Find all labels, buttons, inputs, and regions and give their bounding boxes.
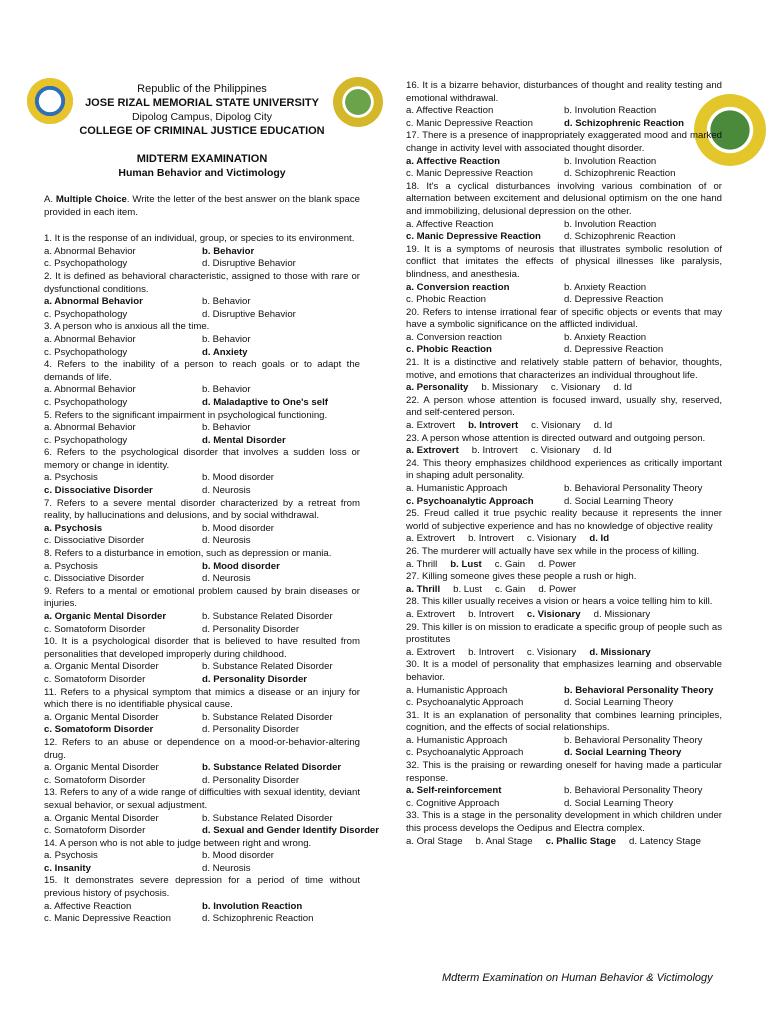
answer-options-row bbox=[44, 258, 360, 271]
answer-option: b. Substance Related Disorder bbox=[202, 661, 333, 673]
answer-options-row bbox=[406, 584, 722, 597]
college-name: COLLEGE OF CRIMINAL JUSTICE EDUCATION bbox=[79, 125, 325, 137]
question-text: 18. It's a cyclical disturbances involving various combination of or alternation between excitement and delusional optimism on the one hand and immobilizing, delusional depression on the other. bbox=[406, 180, 722, 217]
question-text: 5. Refers to the significant impairment in psychological functioning. bbox=[44, 409, 328, 421]
republic-line: Republic of the Philippines bbox=[137, 83, 267, 95]
question-list-left bbox=[44, 233, 379, 926]
answer-options-row bbox=[44, 661, 360, 674]
correct-answer-option: a. Thrill bbox=[406, 583, 441, 595]
correct-answer-option: d. Anxiety bbox=[202, 346, 248, 358]
answer-options-row bbox=[406, 697, 722, 710]
answer-option: c. Visionary bbox=[526, 533, 577, 545]
answer-option: a. Conversion reaction bbox=[406, 331, 502, 343]
answer-options-row bbox=[406, 282, 722, 295]
answer-option: c. Psychoanalytic Approach bbox=[406, 697, 524, 709]
correct-answer-option: a. Conversion reaction bbox=[406, 281, 510, 293]
question-text: 4. Refers to the inability of a person to reach goals or to adapt the demands of life. bbox=[44, 359, 360, 383]
question-text: 12. Refers to an abuse or dependence on a mood-or-behavior-altering drug. bbox=[44, 736, 360, 761]
answer-options-row bbox=[44, 309, 360, 322]
answer-option: a. Humanistic Approach bbox=[406, 734, 508, 746]
answer-option: d. Missionary bbox=[593, 608, 651, 620]
question-text: 21. It is a distinctive and relatively stable pattern of behavior, thoughts, motive, and emotions that characterizes an individual throughout life. bbox=[406, 357, 722, 381]
question-text: 3. A person who is anxious all the time. bbox=[44, 321, 210, 333]
question-text: 20. Refers to intense irrational fear of specific objects or events that may have a symbolic significance on the afflicted individual. bbox=[406, 306, 722, 331]
answer-options-row bbox=[44, 535, 360, 548]
answer-option: a. Extrovert bbox=[406, 646, 456, 658]
answer-options-row bbox=[44, 775, 360, 788]
answer-option: a. Humanistic Approach bbox=[406, 684, 508, 696]
answer-option: a. Psychosis bbox=[44, 850, 98, 862]
answer-option: d. Power bbox=[538, 558, 577, 570]
answer-option: b. Behavior bbox=[202, 384, 251, 396]
answer-option: d. Personality Disorder bbox=[202, 724, 300, 736]
answer-option: a. Affective Reaction bbox=[406, 218, 494, 230]
answer-options-row bbox=[44, 397, 360, 410]
question-text: 9. Refers to a mental or emotional problem caused by brain diseases or injuries. bbox=[44, 585, 360, 610]
answer-option: d. Social Learning Theory bbox=[564, 495, 674, 507]
answer-option: d. Personality Disorder bbox=[202, 774, 300, 786]
left-column bbox=[44, 0, 379, 926]
answer-options-row bbox=[44, 435, 360, 448]
answer-option: b. Anxiety Reaction bbox=[564, 331, 647, 343]
answer-option: c. Somatoform Disorder bbox=[44, 673, 146, 685]
answer-option: a. Abnormal Behavior bbox=[44, 384, 136, 396]
answer-options-row bbox=[406, 168, 722, 181]
question-text: 27. Killing someone gives these people a rush or high. bbox=[406, 571, 637, 583]
answer-options-row bbox=[406, 156, 722, 169]
answer-option: d. Social Learning Theory bbox=[564, 697, 674, 709]
correct-answer-option: b. Involution Reaction bbox=[202, 900, 303, 912]
answer-option: b. Behavioral Personality Theory bbox=[564, 483, 703, 494]
answer-options-row bbox=[44, 901, 360, 914]
answer-options-row bbox=[406, 785, 722, 798]
answer-option: b. Involution Reaction bbox=[564, 105, 657, 117]
answer-option: d. Power bbox=[538, 583, 577, 595]
correct-answer-option: c. Dissociative Disorder bbox=[44, 485, 153, 497]
answer-options-row bbox=[406, 533, 722, 546]
correct-answer-option: b. Mood disorder bbox=[202, 560, 280, 572]
answer-options-row bbox=[44, 347, 360, 360]
correct-answer-option: a. Affective Reaction bbox=[406, 155, 501, 167]
answer-options-row bbox=[44, 573, 360, 586]
answer-options-row bbox=[406, 747, 722, 760]
answer-option: b. Introvert bbox=[468, 608, 514, 620]
answer-options-row bbox=[406, 219, 722, 232]
answer-options-row bbox=[406, 344, 722, 357]
correct-answer-option: a. Extrovert bbox=[406, 445, 459, 457]
correct-answer-option: b. Behavior bbox=[202, 245, 255, 257]
question-text: 31. It is an explanation of personality that combines learning principles, cognition, and the effects of social relationships. bbox=[406, 709, 722, 734]
question-text: 1. It is the response of an individual, group, or species to its environment. bbox=[44, 233, 355, 245]
answer-options-row bbox=[44, 762, 360, 775]
answer-options-row bbox=[406, 420, 722, 433]
answer-option: a. Thrill bbox=[406, 558, 438, 570]
answer-option: a. Humanistic Approach bbox=[406, 483, 508, 494]
answer-options-row bbox=[406, 609, 722, 622]
answer-option: b. Behavioral Personality Theory bbox=[564, 785, 703, 797]
answer-options-row bbox=[406, 496, 722, 509]
question-text: 33. This is a stage in the personality development in which children under this process develops the Oedipus and Electra complex. bbox=[406, 810, 722, 835]
answer-options-row bbox=[44, 850, 360, 863]
answer-option: c. Dissociative Disorder bbox=[44, 573, 145, 585]
correct-answer-option: a. Personality bbox=[406, 382, 469, 394]
question-text: 24. This theory emphasizes childhood experiences as critically important in shaping adult personality. bbox=[406, 457, 722, 482]
correct-answer-option: c. Insanity bbox=[44, 862, 91, 874]
question-text: 22. A person whose attention is focused inward, usually shy, reserved, and self-centered person. bbox=[406, 394, 722, 419]
instructions-letter: A. bbox=[44, 194, 54, 205]
answer-option: c. Somatoform Disorder bbox=[44, 774, 146, 786]
question-text: 26. The murderer will actually have sex while in the process of killing. bbox=[406, 545, 700, 557]
campus-line: Dipolog Campus, Dipolog City bbox=[131, 111, 273, 123]
answer-options-row bbox=[406, 836, 722, 849]
answer-options-row bbox=[406, 294, 722, 307]
answer-option: b. Mood disorder bbox=[202, 472, 274, 484]
correct-answer-option: c. Phallic Stage bbox=[545, 835, 616, 847]
answer-option: b. Introvert bbox=[471, 445, 518, 457]
answer-option: a. Affective Reaction bbox=[44, 900, 132, 912]
answer-option: b. Mood disorder bbox=[202, 522, 274, 534]
question-text: 8. Refers to a disturbance in emotion, such as depression or mania. bbox=[44, 548, 332, 560]
answer-option: c. Phobic Reaction bbox=[406, 294, 486, 306]
answer-option: d. Depressive Reaction bbox=[564, 344, 664, 356]
question-text: 17. There is a presence of inappropriately exaggerated mood and marked change in activity level with associated thought disorder. bbox=[406, 130, 722, 154]
answer-option: c. Manic Depressive Reaction bbox=[406, 168, 533, 180]
question-text: 23. A person whose attention is directed outward and outgoing person. bbox=[406, 432, 706, 444]
answer-option: b. Missionary bbox=[481, 382, 538, 394]
answer-option: d. Personality Disorder bbox=[202, 623, 300, 635]
question-text: 19. It is a symptoms of neurosis that illustrates symbolic resolution of conflict that imitates the effects of physical illnesses like paralysis, blindness, and anesthesia. bbox=[406, 243, 722, 280]
answer-option: c. Psychopathology bbox=[44, 396, 128, 408]
answer-option: a. Affective Reaction bbox=[406, 105, 494, 117]
answer-option: d. Id bbox=[593, 445, 612, 457]
question-text: 14. A person who is not able to judge between right and wrong. bbox=[44, 837, 312, 849]
answer-option: a. Abnormal Behavior bbox=[44, 333, 136, 345]
answer-option: c. Visionary bbox=[531, 420, 581, 432]
answer-option: b. Substance Related Disorder bbox=[202, 611, 333, 622]
answer-option: c. Cognitive Approach bbox=[406, 797, 500, 809]
answer-option: d. Neurosis bbox=[202, 535, 251, 547]
answer-option: c. Psychopathology bbox=[44, 346, 128, 358]
question-text: 10. It is a psychological disorder that is believed to have resulted from personalities that developed improperly during childhood. bbox=[44, 636, 360, 660]
answer-option: c. Psychopathology bbox=[44, 258, 128, 270]
answer-option: c. Somatoform Disorder bbox=[44, 623, 146, 635]
question-text: 6. Refers to the psychological disorder that involves a sudden loss or memory or change in identity. bbox=[44, 447, 360, 471]
correct-answer-option: a. Psychosis bbox=[44, 522, 103, 534]
answer-options-row bbox=[44, 296, 360, 309]
answer-options-row bbox=[406, 798, 722, 811]
answer-option: d. Schizophrenic Reaction bbox=[564, 168, 676, 180]
answer-option: b. Behavioral Personality Theory bbox=[564, 734, 703, 746]
answer-option: d. Id bbox=[613, 382, 632, 394]
answer-option: b. Involution Reaction bbox=[564, 155, 657, 167]
answer-option: c. Somatoform Disorder bbox=[44, 825, 146, 837]
answer-options-row bbox=[44, 863, 360, 876]
answer-option: c. Visionary bbox=[550, 382, 601, 394]
instructions-title: Multiple Choice bbox=[55, 194, 127, 205]
correct-answer-option: c. Psychoanalytic Approach bbox=[406, 495, 534, 507]
question-text: 13. Refers to any of a wide range of difficulties with sexual identity, deviant sexual behavior, or sexual adjustment. bbox=[44, 787, 360, 811]
answer-option: c. Gain bbox=[494, 583, 526, 595]
answer-option: b. Involution Reaction bbox=[564, 218, 657, 230]
correct-answer-option: d. Id bbox=[589, 533, 610, 545]
correct-answer-option: d. Schizophrenic Reaction bbox=[564, 117, 684, 129]
question-text: 28. This killer usually receives a vision or hears a voice telling him to kill. bbox=[406, 596, 713, 608]
answer-option: a. Extrovert bbox=[406, 533, 456, 545]
answer-option: a. Organic Mental Disorder bbox=[44, 711, 159, 723]
answer-options-row bbox=[44, 472, 360, 485]
question-text: 25. Freud called it true psychic reality because it represents the inner world of subjective experience and has no knowledge of objective reality bbox=[406, 508, 722, 532]
correct-answer-option: d. Social Learning Theory bbox=[564, 747, 682, 759]
answer-option: d. Social Learning Theory bbox=[564, 797, 674, 809]
answer-options-row bbox=[406, 231, 722, 244]
answer-options-row bbox=[44, 825, 379, 838]
correct-answer-option: d. Sexual and Gender Identify Disorder bbox=[202, 825, 379, 837]
answer-option: a. Extrovert bbox=[406, 608, 456, 620]
answer-option: b. Substance Related Disorder bbox=[202, 711, 333, 723]
instructions-text: . Write the letter of the best answer on the blank space provided in each item. bbox=[44, 194, 360, 218]
answer-options-row bbox=[44, 246, 360, 259]
answer-options-row bbox=[406, 735, 722, 748]
correct-answer-option: a. Organic Mental Disorder bbox=[44, 611, 167, 622]
answer-options-row bbox=[406, 685, 722, 698]
question-text: 7. Refers to a severe mental disorder characterized by a retreat from reality, by hallucinations and delusions, and by social withdrawal. bbox=[44, 497, 360, 522]
answer-option: a. Extrovert bbox=[406, 420, 456, 432]
answer-option: d. Neurosis bbox=[202, 485, 251, 497]
correct-answer-option: d. Personality Disorder bbox=[202, 673, 308, 685]
question-text: 15. It demonstrates severe depression for a period of time without previous history of psychosis. bbox=[44, 875, 360, 900]
answer-option: d. Latency Stage bbox=[629, 835, 702, 847]
answer-option: c. Psychopathology bbox=[44, 308, 128, 320]
question-text: 30. It is a model of personality that emphasizes learning and observable behavior. bbox=[406, 659, 722, 683]
question-text: 2. It is defined as behavioral characteristic, assigned to those with rare or dysfunctional conditions. bbox=[44, 270, 360, 295]
document-header bbox=[44, 82, 360, 180]
answer-option: d. Neurosis bbox=[202, 862, 251, 874]
correct-answer-option: c. Manic Depressive Reaction bbox=[406, 231, 541, 243]
answer-option: a. Organic Mental Disorder bbox=[44, 661, 159, 673]
correct-answer-option: d. Maladaptive to One's self bbox=[202, 396, 328, 408]
answer-option: b. Substance Related Disorder bbox=[202, 812, 333, 824]
question-text: 29. This killer is on mission to eradicate a specific group of people such as prostitutes bbox=[406, 621, 722, 646]
answer-option: d. Schizophrenic Reaction bbox=[564, 231, 676, 243]
answer-options-row bbox=[406, 332, 722, 345]
exam-subject: Human Behavior and Victimology bbox=[118, 167, 286, 179]
answer-option: b. Anal Stage bbox=[475, 835, 533, 847]
page-footer: Mdterm Examination on Human Behavior & Victimology bbox=[442, 972, 713, 984]
answer-option: b. Anxiety Reaction bbox=[564, 281, 647, 293]
correct-answer-option: b. Introvert bbox=[468, 420, 519, 432]
answer-option: a. Organic Mental Disorder bbox=[44, 812, 159, 824]
correct-answer-option: a. Abnormal Behavior bbox=[44, 296, 143, 308]
answer-options-row bbox=[406, 559, 722, 572]
answer-option: c. Manic Depressive Reaction bbox=[406, 117, 533, 129]
answer-option: a. Psychosis bbox=[44, 560, 98, 572]
answer-option: a. Organic Mental Disorder bbox=[44, 762, 159, 774]
answer-option: a. Abnormal Behavior bbox=[44, 245, 136, 257]
answer-option: b. Behavior bbox=[202, 296, 251, 308]
answer-options-row bbox=[406, 105, 722, 118]
answer-options-row bbox=[44, 561, 360, 574]
answer-options-row bbox=[44, 712, 360, 725]
answer-option: b. Introvert bbox=[468, 646, 514, 658]
answer-options-row bbox=[406, 382, 722, 395]
answer-option: a. Psychosis bbox=[44, 472, 98, 484]
answer-options-row bbox=[44, 422, 360, 435]
answer-option: b. Mood disorder bbox=[202, 850, 274, 862]
question-text: 32. This is the praising or rewarding oneself for having made a particular response. bbox=[406, 760, 722, 784]
answer-option: d. Disruptive Behavior bbox=[202, 258, 296, 270]
answer-option: c. Gain bbox=[494, 558, 526, 570]
answer-options-row bbox=[44, 913, 360, 926]
answer-option: c. Manic Depressive Reaction bbox=[44, 913, 171, 925]
correct-answer-option: b. Lust bbox=[450, 558, 482, 570]
answer-options-row bbox=[44, 674, 360, 687]
answer-option: b. Behavior bbox=[202, 422, 251, 434]
correct-answer-option: d. Missionary bbox=[589, 646, 651, 658]
instructions bbox=[44, 194, 360, 219]
answer-option: c. Dissociative Disorder bbox=[44, 535, 145, 547]
answer-option: d. Disruptive Behavior bbox=[202, 308, 296, 320]
answer-option: d. Neurosis bbox=[202, 573, 251, 585]
answer-options-row bbox=[44, 813, 360, 826]
answer-options-row bbox=[44, 523, 360, 536]
answer-options-row bbox=[44, 724, 360, 737]
correct-answer-option: b. Substance Related Disorder bbox=[202, 762, 342, 774]
answer-option: c. Visionary bbox=[526, 646, 577, 658]
answer-option: a. Abnormal Behavior bbox=[44, 422, 136, 434]
answer-options-row bbox=[44, 624, 360, 637]
answer-options-row bbox=[406, 483, 722, 496]
exam-title: MIDTERM EXAMINATION bbox=[136, 153, 268, 165]
answer-options-row bbox=[44, 384, 360, 397]
answer-option: d. Schizophrenic Reaction bbox=[202, 913, 314, 925]
correct-answer-option: c. Phobic Reaction bbox=[406, 344, 492, 356]
answer-option: c. Visionary bbox=[530, 445, 581, 457]
question-text: 11. Refers to a physical symptom that mimics a disease or an injury for which there is no identifiable physical cause. bbox=[44, 686, 360, 711]
answer-option: d. Depressive Reaction bbox=[564, 294, 664, 306]
answer-option: b. Behavior bbox=[202, 333, 251, 345]
answer-options-row bbox=[406, 118, 722, 131]
answer-option: d. Id bbox=[593, 420, 613, 432]
university-name: JOSE RIZAL MEMORIAL STATE UNIVERSITY bbox=[85, 97, 319, 109]
answer-option: a. Oral Stage bbox=[406, 835, 463, 847]
question-text: 16. It is a bizarre behavior, disturbances of thought and reality testing and emotional withdrawal. bbox=[406, 80, 722, 104]
correct-answer-option: a. Self-reinforcement bbox=[406, 785, 502, 797]
answer-options-row bbox=[406, 445, 722, 458]
correct-answer-option: b. Behavioral Personality Theory bbox=[564, 684, 714, 696]
right-column bbox=[406, 0, 722, 848]
answer-option: b. Lust bbox=[453, 583, 482, 595]
correct-answer-option: c. Somatoform Disorder bbox=[44, 724, 154, 736]
correct-answer-option: c. Visionary bbox=[526, 608, 581, 620]
correct-answer-option: d. Mental Disorder bbox=[202, 434, 286, 446]
question-list-right bbox=[406, 80, 722, 848]
answer-option: c. Psychopathology bbox=[44, 434, 128, 446]
answer-options-row bbox=[406, 647, 722, 660]
answer-option: b. Introvert bbox=[468, 533, 514, 545]
answer-options-row bbox=[44, 485, 360, 498]
answer-options-row bbox=[44, 334, 360, 347]
answer-option: c. Psychoanalytic Approach bbox=[406, 747, 524, 759]
answer-options-row bbox=[44, 611, 360, 624]
